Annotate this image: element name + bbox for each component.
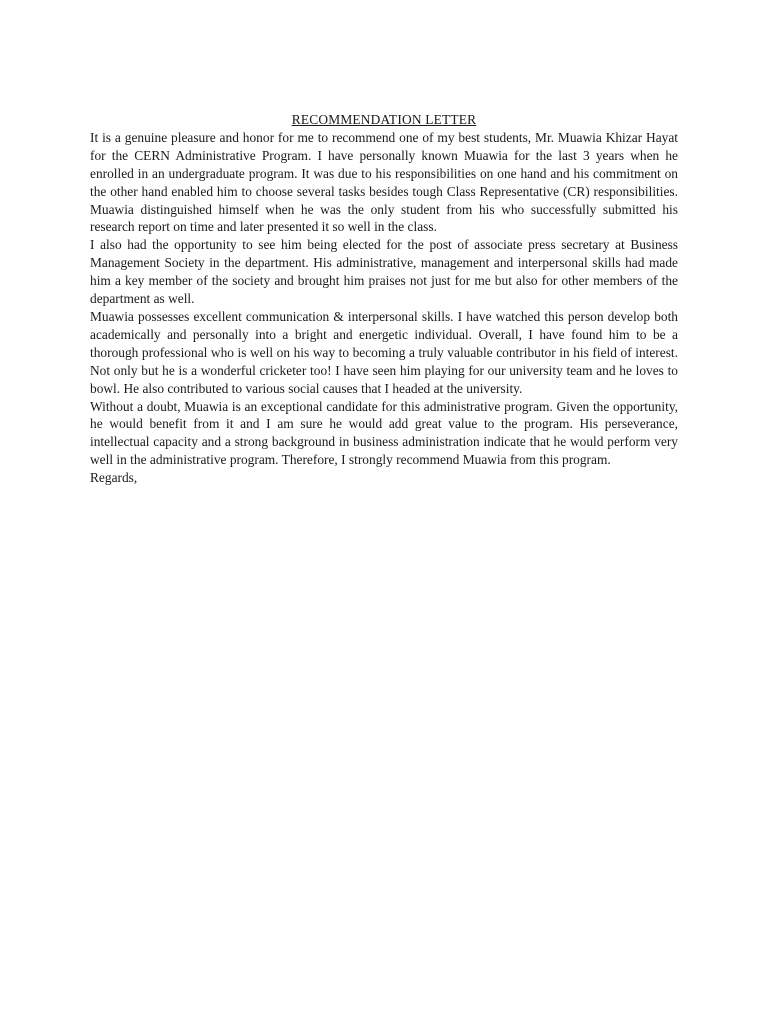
letter-closing: Regards, bbox=[90, 470, 138, 486]
paragraph-leadership: I also had the opportunity to see him being elected for the post of associate press secretary at Business Management Society in the department. His administrative, management and interpersonal skills had made him a key member of the society and brought him praises not just for me but also for other members of the department as well. bbox=[90, 237, 678, 307]
letter-title: RECOMMENDATION LETTER bbox=[291, 112, 477, 127]
paragraph-skills: Muawia possesses excellent communication & interpersonal skills. I have watched this person develop both academically and personally into a bright and energetic individual. Overall, I have found him to be a thorough professional who is well on his way to becoming a truly valuable contributor in his field of interest. Not only but he is a wonderful cricketer too! I have seen him playing for our university team and he loves to bowl. He also contributed to various social causes that I headed at the university. bbox=[90, 308, 678, 396]
paragraph-introduction: It is a genuine pleasure and honor for me to recommend one of my best students, Mr. Muawia Khizar Hayat for the CERN Administrative Program. I have personally known Muawia for the last 3 years when he enrolled in an undergraduate program. It was due to his responsibilities on one hand and his commitment on the other hand enabled him to choose several tasks besides tough Class Representative (CR) responsibilities. Muawia distinguished himself when he was the only student from his who successfully submitted his research report on time and later presented it so well in the class. bbox=[90, 129, 678, 235]
letter-body bbox=[90, 111, 678, 487]
paragraph-conclusion: Without a doubt, Muawia is an exceptional candidate for this administrative program. Given the opportunity, he would benefit from it and I am sure he would add great value to the program. His perseverance, intellectual capacity and a strong background in business administration indicate that he would perform very well in the administrative program. Therefore, I strongly recommend Muawia from this program. bbox=[90, 398, 678, 468]
